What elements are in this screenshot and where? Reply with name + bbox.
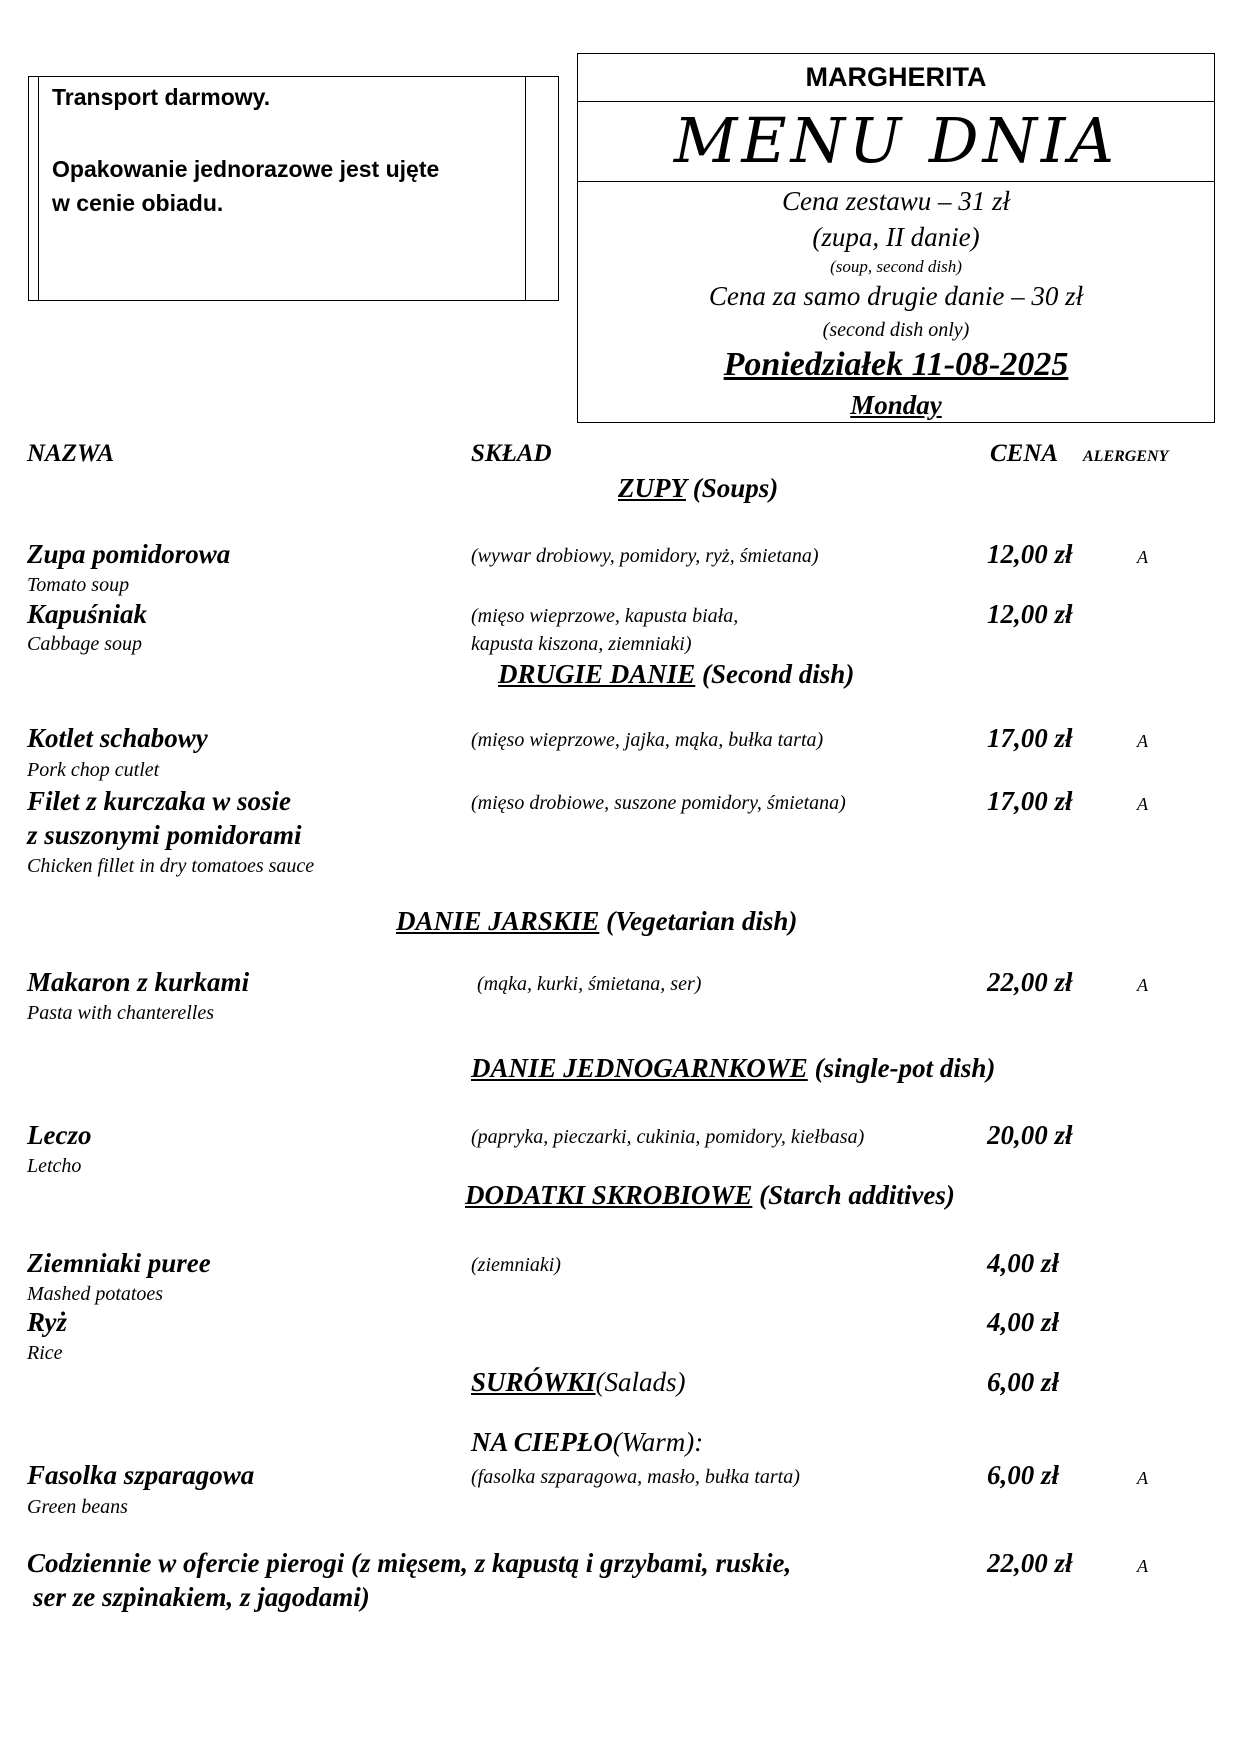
dish-ingredients: (fasolka szparagowa, masło, bułka tarta): [471, 1466, 800, 1488]
notice-packaging-line2: w cenie obiadu.: [52, 190, 224, 216]
notice-packaging-line1: Opakowanie jednorazowe jest ujęte: [52, 156, 440, 182]
dish-price: 12,00 zł: [987, 599, 1073, 629]
set-description: (zupa, II danie): [812, 222, 980, 252]
dish-price: 17,00 zł: [987, 786, 1073, 816]
column-allergens-header: ALERGENY: [1083, 448, 1169, 465]
section-warm: NA CIEPŁO(Warm):: [471, 1427, 704, 1457]
column-ingredients-header: SKŁAD: [471, 440, 552, 467]
column-price-header: CENA: [990, 440, 1059, 467]
dish-price: 22,00 zł: [987, 967, 1073, 997]
dish-name: Makaron z kurkami: [27, 967, 250, 997]
dish-ingredients: (mięso drobiowe, suszone pomidory, śmietana): [471, 792, 846, 814]
section-single-pot: DANIE JEDNOGARNKOWE (single-pot dish): [471, 1053, 996, 1083]
dish-name: Leczo: [27, 1120, 92, 1150]
dish-allergen: A: [1137, 731, 1148, 751]
dish-name: Zupa pomidorowa: [27, 539, 231, 569]
dish-name-en: Letcho: [27, 1155, 82, 1177]
menu-day-en: Monday: [850, 390, 942, 420]
pierogi-allergen: A: [1137, 1556, 1148, 1576]
dish-name-line2: z suszonymi pomidorami: [27, 820, 302, 850]
section-second-dish: DRUGIE DANIE (Second dish): [498, 659, 855, 689]
pierogi-price: 22,00 zł: [987, 1548, 1073, 1578]
dish-name-en: Green beans: [27, 1496, 128, 1518]
header-divider-1: [578, 101, 1214, 102]
dish-name-en: Rice: [27, 1342, 63, 1364]
dish-allergen: A: [1137, 975, 1148, 995]
dish-name-en: Mashed potatoes: [27, 1283, 164, 1305]
dish-name-en: Cabbage soup: [27, 633, 142, 655]
dish-price: 4,00 zł: [987, 1307, 1060, 1337]
dish-allergen: A: [1137, 794, 1148, 814]
dish-name-en: Pork chop cutlet: [27, 759, 160, 781]
dish-allergen: A: [1137, 547, 1148, 567]
dish-name: Ryż: [27, 1307, 68, 1337]
dish-price: 20,00 zł: [987, 1120, 1073, 1150]
dish-ingredients: (wywar drobiowy, pomidory, ryż, śmietana): [471, 545, 819, 567]
restaurant-name: MARGHERITA: [805, 62, 987, 92]
dish-price: 4,00 zł: [987, 1248, 1060, 1278]
second-dish-en: (second dish only): [822, 319, 970, 341]
dish-ingredients: (mąka, kurki, śmietana, ser): [477, 973, 702, 995]
salads-price: 6,00 zł: [987, 1367, 1060, 1397]
dish-ingredients: (papryka, pieczarki, cukinia, pomidory, kiełbasa): [471, 1126, 865, 1148]
section-vegetarian: DANIE JARSKIE (Vegetarian dish): [396, 906, 798, 936]
section-soups: ZUPY (Soups): [618, 473, 779, 503]
dish-name: Kapuśniak: [27, 599, 148, 629]
dish-name: Filet z kurczaka w sosie: [27, 786, 292, 816]
dish-price: 6,00 zł: [987, 1460, 1060, 1490]
column-name-header: NAZWA: [27, 440, 115, 467]
notice-transport: Transport darmowy.: [52, 84, 271, 110]
dish-name: Fasolka szparagowa: [27, 1460, 255, 1490]
dish-price: 17,00 zł: [987, 723, 1073, 753]
section-salads: SURÓWKI(Salads): [471, 1367, 686, 1397]
menu-header-box: [577, 53, 1215, 423]
dish-ingredients: (mięso wieprzowe, jajka, mąka, bułka tarta): [471, 729, 824, 751]
dish-name-en: Chicken fillet in dry tomatoes sauce: [27, 855, 315, 877]
dish-name-en: Pasta with chanterelles: [27, 1002, 215, 1024]
dish-price: 12,00 zł: [987, 539, 1073, 569]
dish-allergen: A: [1137, 1468, 1148, 1488]
second-dish-price: Cena za samo drugie danie – 30 zł: [708, 281, 1084, 311]
dish-name: Kotlet schabowy: [27, 723, 208, 753]
dish-name-en: Tomato soup: [27, 574, 130, 596]
header-divider-2: [578, 181, 1214, 182]
section-starch: DODATKI SKROBIOWE (Starch additives): [465, 1180, 955, 1210]
dish-ingredients: (ziemniaki): [471, 1254, 561, 1276]
dish-ingredients-line2: kapusta kiszona, ziemniaki): [471, 633, 692, 655]
menu-date: Poniedziałek 11-08-2025: [723, 346, 1069, 383]
menu-title: MENU DNIA: [673, 104, 1119, 177]
set-description-en: (soup, second dish): [830, 257, 962, 276]
dish-ingredients: (mięso wieprzowe, kapusta biała,: [471, 605, 739, 627]
dish-name: Ziemniaki puree: [27, 1248, 211, 1278]
pierogi-line1: Codziennie w ofercie pierogi (z mięsem, z kapustą i grzybami, ruskie,: [27, 1548, 792, 1578]
pierogi-line2: ser ze szpinakiem, z jagodami): [33, 1582, 370, 1612]
set-price: Cena zestawu – 31 zł: [781, 186, 1010, 216]
